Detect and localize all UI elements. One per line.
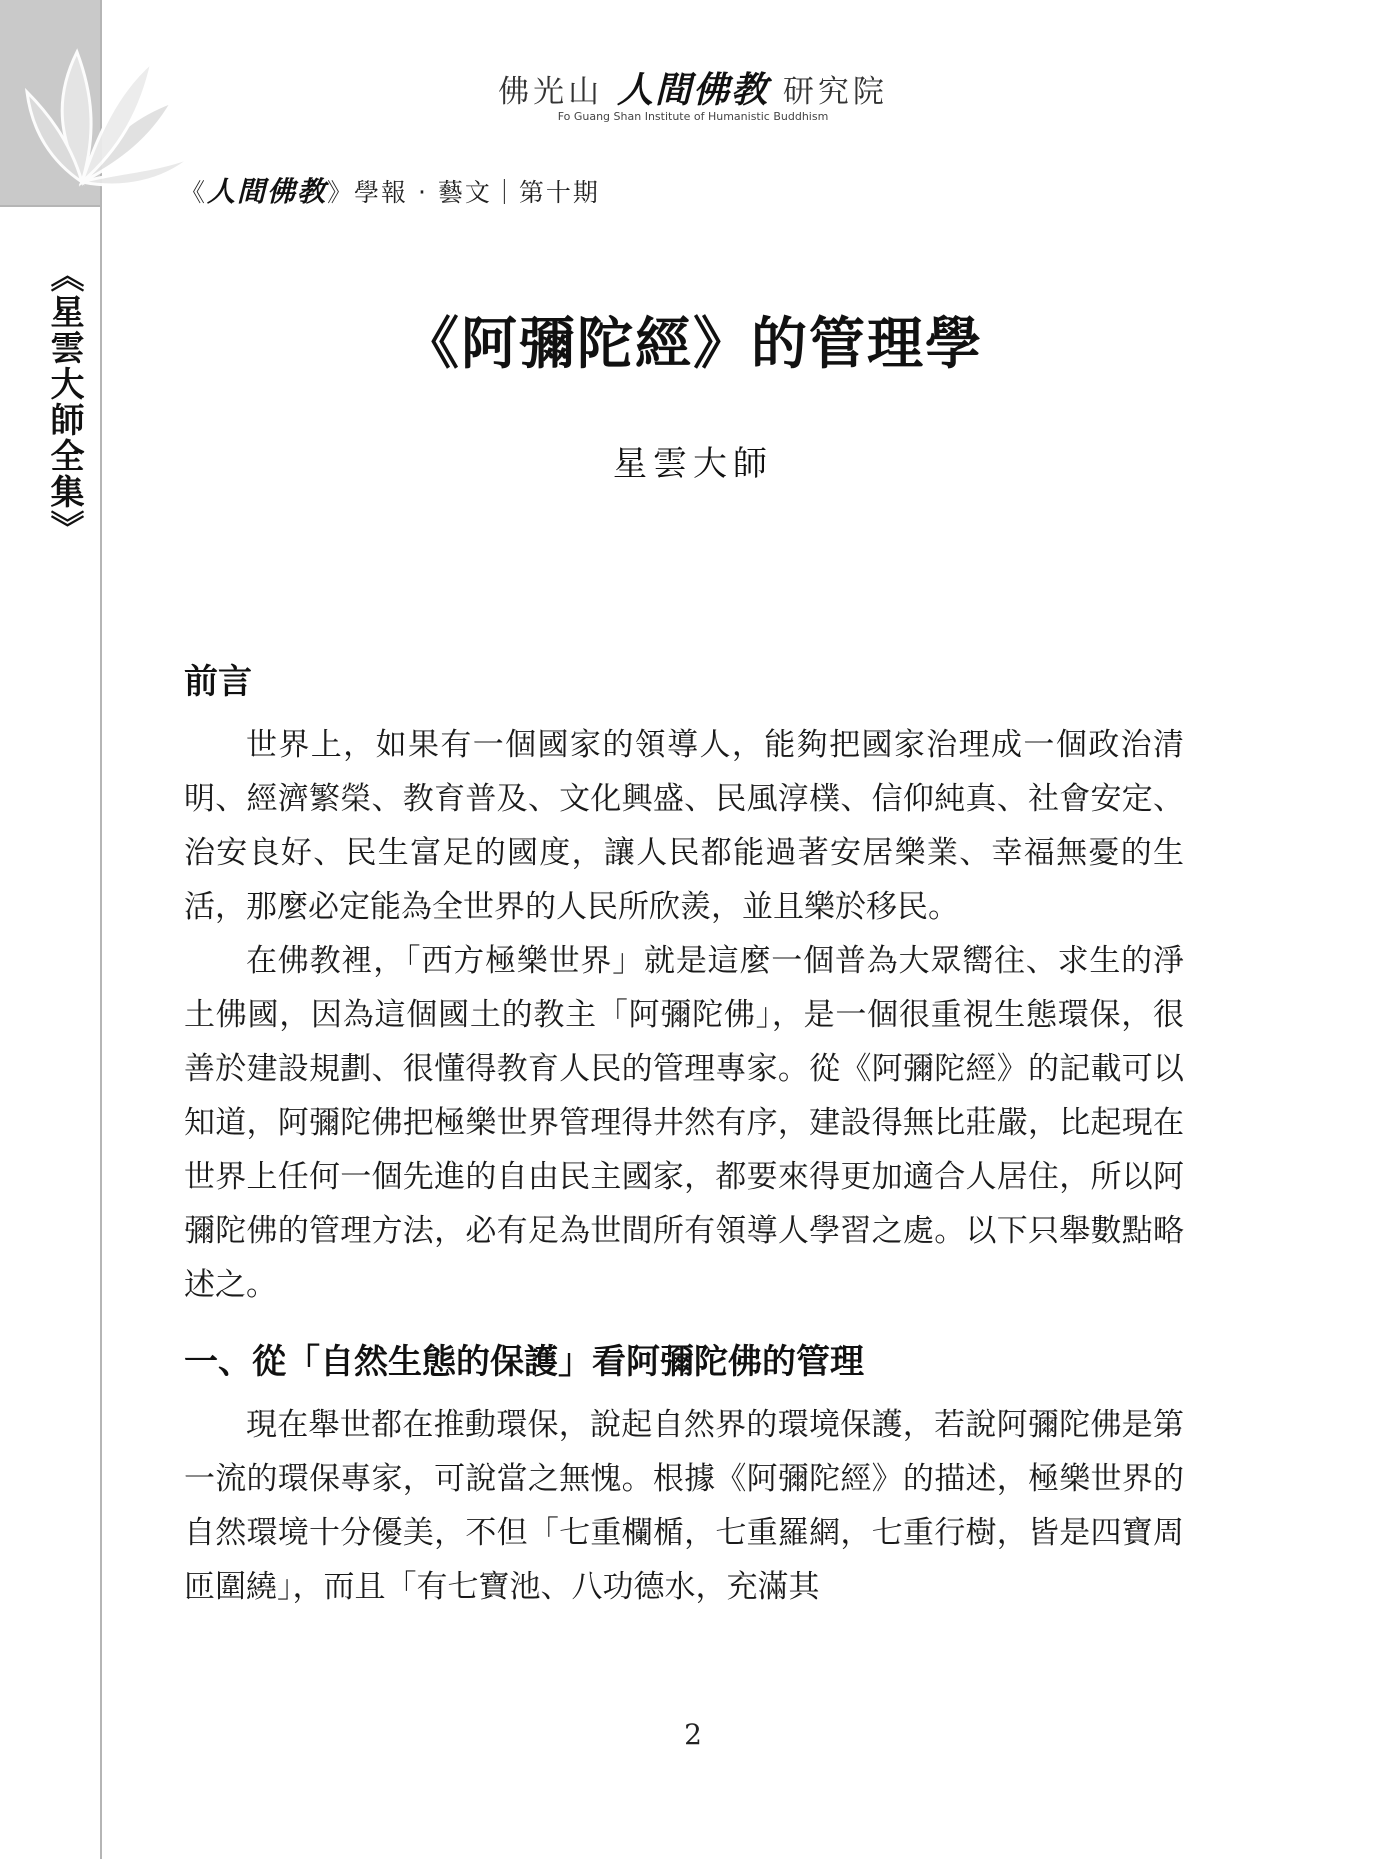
section-heading-1: 一、從「自然生態的保護」看阿彌陀佛的管理 xyxy=(184,1342,864,1382)
vertical-series-title: 《星雲大師全集》 xyxy=(44,258,84,546)
section-heading-intro: 前言 xyxy=(184,662,252,702)
institute-name-cn xyxy=(0,62,1386,113)
institute-suffix: 研究院 xyxy=(782,74,888,110)
journal-brand: 人間佛教 xyxy=(207,175,328,208)
institute-brand: 人間佛教 xyxy=(616,70,769,111)
institute-name-en: Fo Guang Shan Institute of Humanistic Buddhism xyxy=(557,110,829,123)
article-title: 《阿彌陀經》的管理學 xyxy=(403,311,983,377)
journal-issue: 》學報 ‧ 藝文｜第十期 xyxy=(327,178,600,207)
journal-header xyxy=(180,170,600,210)
article-body xyxy=(184,658,1184,1614)
article-author: 星雲大師 xyxy=(613,444,773,484)
institute-prefix: 佛光山 xyxy=(498,74,604,110)
paragraph: 世界上，如果有一個國家的領導人，能夠把國家治理成一個政治清明、經濟繁榮、教育普及、文化興盛、民風淳樸、信仰純真、社會安定、治安良好、民生富足的國度，讓人民都能過著安居樂業、幸福無憂的生活，那麼必定能為全世界的人民所欣羨，並且樂於移民。 xyxy=(184,727,1184,925)
paragraph: 現在舉世都在推動環保，說起自然界的環境保護，若說阿彌陀佛是第一流的環保專家，可說當之無愧。根據《阿彌陀經》的描述，極樂世界的自然環境十分優美，不但「七重欄楯，七重羅網，七重行樹，皆是四寶周匝圍繞」，而且「有七寶池、八功德水，充滿其 xyxy=(184,1407,1184,1605)
journal-open-bracket: 《 xyxy=(180,178,208,207)
paragraph: 在佛教裡，「西方極樂世界」就是這麼一個普為大眾嚮往、求生的淨土佛國，因為這個國土的教主「阿彌陀佛」，是一個很重視生態環保，很善於建設規劃、很懂得教育人民的管理專家。從《阿彌陀經》的記載可以知道，阿彌陀佛把極樂世界管理得井然有序，建設得無比莊嚴，比起現在世界上任何一個先進的自由民主國家，都要來得更加適合人居住，所以阿彌陀佛的管理方法，必有足為世間所有領導人學習之處。以下只舉數點略述之。 xyxy=(184,943,1184,1303)
corner-divider xyxy=(0,205,100,207)
margin-divider xyxy=(100,0,102,1859)
page-number: 2 xyxy=(684,1718,702,1751)
